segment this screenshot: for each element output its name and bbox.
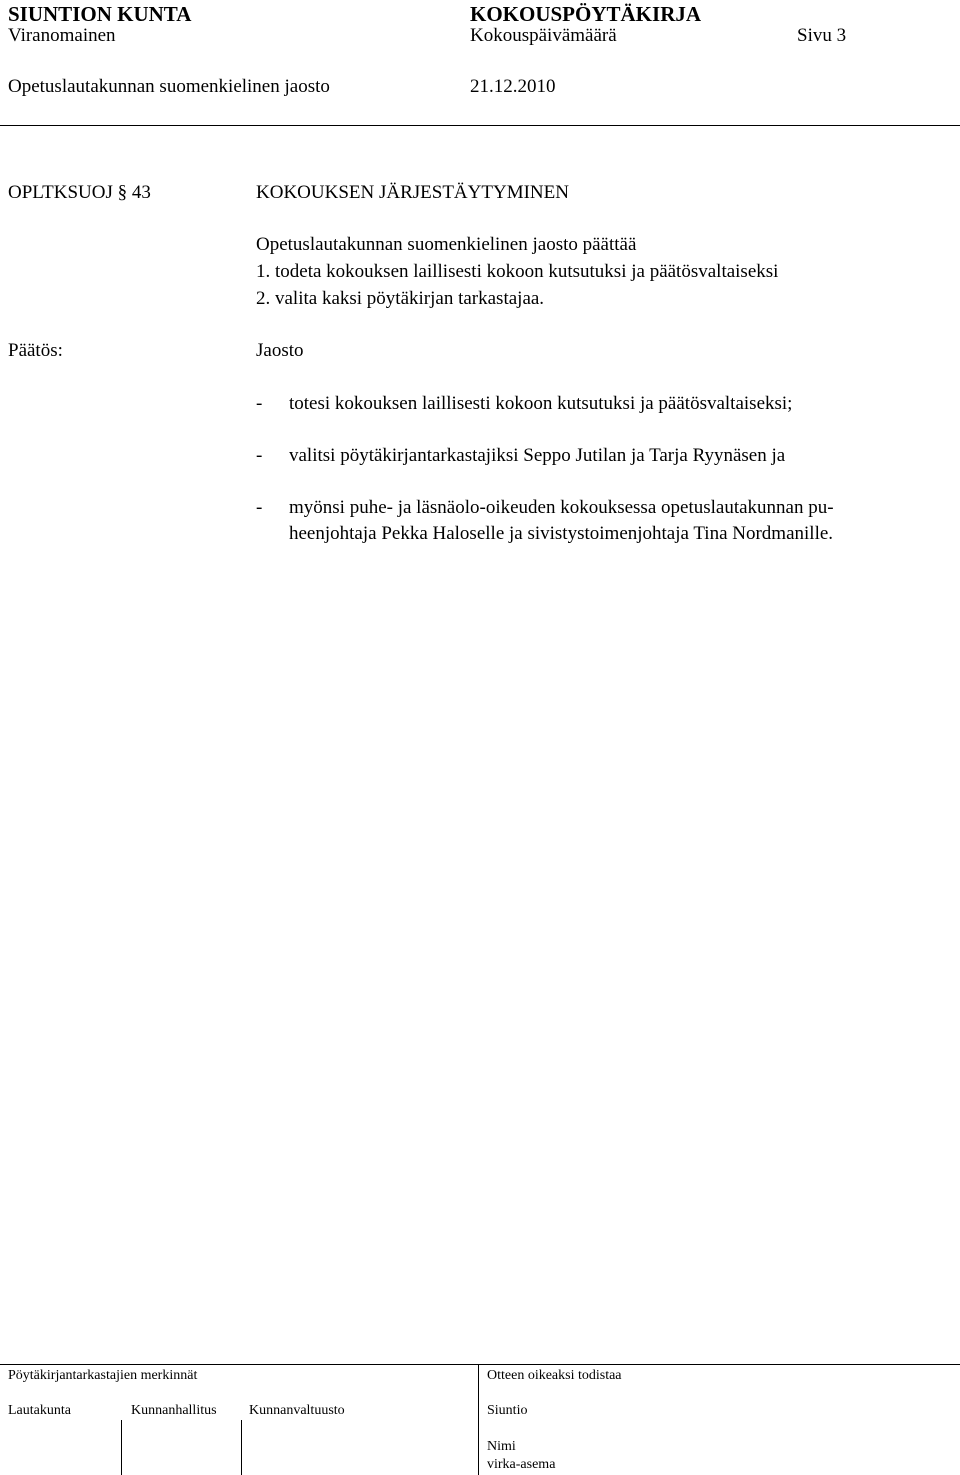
- decision-subject: Jaosto: [256, 340, 304, 361]
- authority-name: Opetuslautakunnan suomenkielinen jaosto: [8, 76, 330, 97]
- section-title: KOKOUKSEN JÄRJESTÄYTYMINEN: [256, 182, 569, 203]
- inspectors-notes-label: Pöytäkirjantarkastajien merkinnät: [8, 1368, 198, 1383]
- proposal-intro: Opetuslautakunnan suomenkielinen jaosto päättää: [256, 234, 637, 255]
- decision-item: totesi kokouksen laillisesti kokoon kutsutuksi ja päätösvaltaiseksi;: [289, 393, 793, 414]
- meeting-date: 21.12.2010: [470, 76, 556, 97]
- document-type: KOKOUSPÖYTÄKIRJA: [470, 2, 702, 26]
- executive-label: Kunnanhallitus: [131, 1403, 217, 1418]
- footer-column-divider: [478, 1364, 479, 1475]
- position-label: virka-asema: [487, 1457, 556, 1472]
- decision-label: Päätös:: [8, 340, 63, 361]
- list-bullet: -: [256, 497, 263, 518]
- place-label: Siuntio: [487, 1403, 528, 1418]
- list-bullet: -: [256, 393, 263, 414]
- proposal-item: 2. valita kaksi pöytäkirjan tarkastajaa.: [256, 288, 545, 309]
- proposal-item: 1. todeta kokouksen laillisesti kokoon kutsutuksi ja päätösvaltaiseksi: [256, 261, 779, 282]
- footer-signature-divider: [241, 1420, 242, 1475]
- decision-item: valitsi pöytäkirjantarkastajiksi Seppo Jutilan ja Tarja Ryynäsen ja: [289, 445, 786, 466]
- footer-signature-divider: [121, 1420, 122, 1475]
- list-bullet: -: [256, 445, 263, 466]
- meeting-date-label: Kokouspäivämäärä: [470, 25, 617, 46]
- page-number: Sivu 3: [797, 25, 847, 46]
- authority-label: Viranomainen: [8, 25, 116, 46]
- board-label: Lautakunta: [8, 1403, 71, 1418]
- council-label: Kunnanvaltuusto: [249, 1403, 345, 1418]
- section-code: OPLTKSUOJ § 43: [8, 182, 151, 203]
- certified-copy-label: Otteen oikeaksi todistaa: [487, 1368, 622, 1383]
- decision-item: myönsi puhe- ja läsnäolo-oikeuden kokouksessa opetuslautakunnan pu-: [289, 497, 834, 518]
- name-label: Nimi: [487, 1439, 516, 1454]
- footer-divider: [0, 1364, 960, 1365]
- decision-item-continuation: heenjohtaja Pekka Haloselle ja sivistystoimenjohtaja Tina Nordmanille.: [289, 523, 834, 544]
- organization-name: SIUNTION KUNTA: [8, 2, 192, 26]
- header-divider: [0, 125, 960, 126]
